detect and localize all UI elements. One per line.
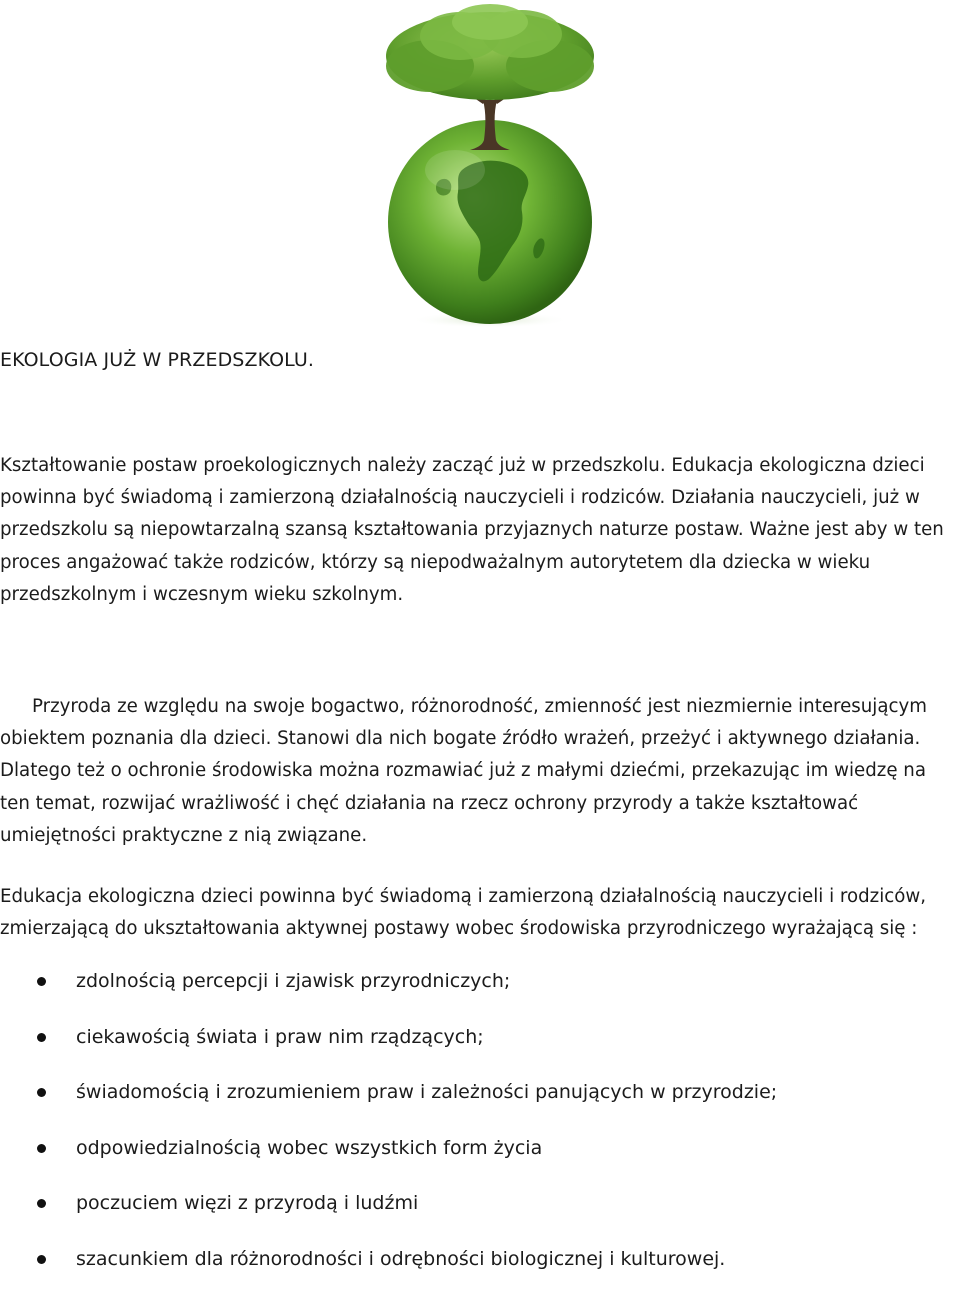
bullet-icon: [37, 977, 46, 986]
bullet-icon: [37, 1199, 46, 1208]
paragraph-intro: Kształtowanie postaw proekologicznych należy zacząć już w przedszkolu. Edukacja ekologiczna dzieci powinna być świadomą i zamierzoną działalnością nauczycieli i rodziców. Działania nauczycieli, już w przedszkolu są niepowtarzalną szansą kształtowania przyjaznych naturze postaw. Ważne jest aby w ten proces angażować także rodziców, którzy są niepodważalnym autorytetem dla dziecka w wieku przedszkolnym i wczesnym wieku szkolnym.: [0, 450, 958, 611]
bullet-icon: [37, 1033, 46, 1042]
list-item-label: ciekawością świata i praw nim rządzących;: [76, 1026, 484, 1048]
list-item-label: świadomością i zrozumieniem praw i zależności panujących w przyrodzie;: [76, 1081, 777, 1103]
paragraph-education: Edukacja ekologiczna dzieci powinna być świadomą i zamierzoną działalnością nauczycieli i rodziców, zmierzającą do ukształtowania aktywnej postawy wobec środowiska przyrodniczego wyrażającą się :: [0, 881, 958, 945]
paragraph-nature: Przyroda ze względu na swoje bogactwo, różnorodność, zmienność jest niezmiernie interesującym obiektem poznania dla dzieci. Stanowi dla nich bogate źródło wrażeń, przeżyć i aktywnego działania. Dlatego też o ochronie środowiska można rozmawiać już z małymi dziećmi, przekazując im wiedzę na ten temat, rozwijać wrażliwość i chęć działania na rzecz ochrony przyrody a także kształtować umiejętności praktyczne z nią związane.: [0, 691, 958, 852]
list-item-label: odpowiedzialnością wobec wszystkich form życia: [76, 1137, 542, 1159]
list-item: [0, 1236, 958, 1291]
tree-on-globe-icon: [370, 0, 610, 330]
list-item: [0, 1014, 958, 1070]
list-item-label: poczuciem więzi z przyrodą i ludźmi: [76, 1192, 418, 1214]
list-item-label: szacunkiem dla różnorodności i odrębności biologicznej i kulturowej.: [76, 1248, 725, 1270]
list-item-label: zdolnością percepcji i zjawisk przyrodniczych;: [76, 970, 510, 992]
list-item: [0, 958, 958, 1014]
bullet-icon: [37, 1144, 46, 1153]
list-item: [0, 1180, 958, 1236]
bullet-icon: [37, 1088, 46, 1097]
list-item: [0, 1125, 958, 1181]
list-item: [0, 1069, 958, 1125]
bullet-list: [0, 958, 958, 1291]
bullet-icon: [37, 1255, 46, 1264]
page-title: EKOLOGIA JUŻ W PRZEDSZKOLU.: [0, 346, 314, 374]
